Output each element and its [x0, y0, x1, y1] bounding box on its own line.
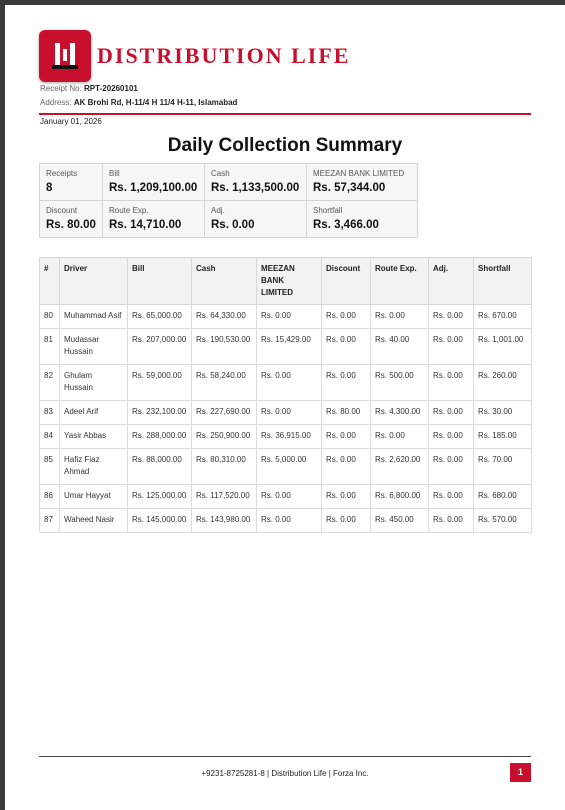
table-body: [40, 305, 532, 533]
row-number: 80: [40, 305, 60, 329]
meezan-bank-amount: Rs. 0.00: [257, 485, 322, 509]
row-number: 84: [40, 425, 60, 449]
shortfall-amount: Rs. 70.00: [474, 449, 532, 485]
summary-row: [40, 201, 418, 238]
table-row: [40, 401, 532, 425]
summary-label: Bill: [109, 169, 120, 178]
summary-value: Rs. 57,344.00: [313, 182, 386, 194]
summary-cell-cash: [205, 164, 307, 201]
bill-amount: Rs. 125,000.00: [128, 485, 192, 509]
column-header: Cash: [192, 258, 257, 305]
summary-row: [40, 164, 418, 201]
column-header: Route Exp.: [371, 258, 429, 305]
driver-name: Waheed Nasir: [60, 509, 128, 533]
row-number: 86: [40, 485, 60, 509]
cash-amount: Rs. 227,690.00: [192, 401, 257, 425]
table-row: [40, 485, 532, 509]
cash-amount: Rs. 80,310.00: [192, 449, 257, 485]
summary-value: Rs. 0.00: [211, 219, 255, 231]
column-header: Shortfall: [474, 258, 532, 305]
meezan-bank-amount: Rs. 5,000.00: [257, 449, 322, 485]
bill-amount: Rs. 232,100.00: [128, 401, 192, 425]
driver-name: Ghulam Hussain: [60, 365, 128, 401]
collection-table: [39, 257, 532, 533]
summary-cell-meezan-bank: [307, 164, 418, 201]
table-row: [40, 305, 532, 329]
table-row: [40, 449, 532, 485]
adj-amount: Rs. 0.00: [429, 401, 474, 425]
discount-amount: Rs. 0.00: [322, 485, 371, 509]
route-exp-amount: Rs. 0.00: [371, 305, 429, 329]
discount-amount: Rs. 0.00: [322, 329, 371, 365]
receipt-date: January 01, 2026: [40, 117, 102, 126]
summary-label: Route Exp.: [109, 206, 149, 215]
summary-label: Shortfall: [313, 206, 343, 215]
shortfall-amount: Rs. 570.00: [474, 509, 532, 533]
route-exp-amount: Rs. 2,620.00: [371, 449, 429, 485]
summary-label: Cash: [211, 169, 230, 178]
summary-value: Rs. 1,209,100.00: [109, 182, 198, 194]
route-exp-amount: Rs. 6,800.00: [371, 485, 429, 509]
cash-amount: Rs. 250,900.00: [192, 425, 257, 449]
summary-cell-shortfall: [307, 201, 418, 238]
address: AK Brohi Rd, H-11/4 H 11/4 H-11, Islamabad: [73, 98, 238, 107]
table-row: [40, 365, 532, 401]
shortfall-amount: Rs. 185.00: [474, 425, 532, 449]
column-header: Bill: [128, 258, 192, 305]
discount-amount: Rs. 0.00: [322, 509, 371, 533]
cash-amount: Rs. 117,520.00: [192, 485, 257, 509]
address-line: [40, 98, 237, 107]
route-exp-amount: Rs. 450.00: [371, 509, 429, 533]
document-page: [5, 5, 565, 810]
summary-value: Rs. 1,133,500.00: [211, 182, 300, 194]
meezan-bank-amount: Rs. 0.00: [257, 305, 322, 329]
column-header: MEEZAN BANK LIMITED: [257, 258, 322, 305]
adj-amount: Rs. 0.00: [429, 449, 474, 485]
bill-amount: Rs. 59,000.00: [128, 365, 192, 401]
discount-amount: Rs. 0.00: [322, 305, 371, 329]
driver-name: Mudassar Hussain: [60, 329, 128, 365]
meezan-bank-amount: Rs. 36,915.00: [257, 425, 322, 449]
cash-amount: Rs. 143,980.00: [192, 509, 257, 533]
summary-cell-discount: [40, 201, 103, 238]
page-title: Daily Collection Summary: [167, 135, 403, 156]
receipt-number: RPT-20260101: [84, 84, 138, 93]
meezan-bank-amount: Rs. 15,429.00: [257, 329, 322, 365]
table-row: [40, 509, 532, 533]
summary-cell-bill: [103, 164, 205, 201]
row-number: 87: [40, 509, 60, 533]
driver-name: Hafiz Fiaz Ahmad: [60, 449, 128, 485]
receipt-number-label: Receipt No:: [40, 84, 82, 93]
driver-name: Adeel Arif: [60, 401, 128, 425]
table-row: [40, 329, 532, 365]
route-exp-amount: Rs. 0.00: [371, 425, 429, 449]
page-number-badge: 1: [510, 763, 531, 782]
column-header: Driver: [60, 258, 128, 305]
discount-amount: Rs. 80.00: [322, 401, 371, 425]
driver-name: Umar Hayyat: [60, 485, 128, 509]
summary-label: Discount: [46, 206, 78, 215]
cash-amount: Rs. 64,330.00: [192, 305, 257, 329]
distribution-life-logo-icon: [39, 30, 91, 82]
shortfall-amount: Rs. 1,001.00: [474, 329, 532, 365]
driver-name: Muhammad Asif: [60, 305, 128, 329]
table-header-row: [40, 258, 532, 305]
summary-grid: [39, 163, 418, 238]
discount-amount: Rs. 0.00: [322, 365, 371, 401]
summary-cell-route-exp: [103, 201, 205, 238]
summary-label: Receipts: [46, 169, 78, 178]
meezan-bank-amount: Rs. 0.00: [257, 401, 322, 425]
adj-amount: Rs. 0.00: [429, 425, 474, 449]
row-number: 82: [40, 365, 60, 401]
row-number: 85: [40, 449, 60, 485]
bill-amount: Rs. 145,000.00: [128, 509, 192, 533]
row-number: 83: [40, 401, 60, 425]
summary-value: Rs. 3,466.00: [313, 219, 379, 231]
brand-name: DISTRIBUTION LIFE: [97, 43, 351, 68]
receipt-number-line: [40, 84, 138, 93]
bill-amount: Rs. 88,000.00: [128, 449, 192, 485]
footer-text: +9231-8725281-8 | Distribution Life | Forza Inc.: [201, 769, 369, 778]
footer-divider: [39, 756, 531, 757]
column-header: Adj.: [429, 258, 474, 305]
row-number: 81: [40, 329, 60, 365]
adj-amount: Rs. 0.00: [429, 509, 474, 533]
bill-amount: Rs. 65,000.00: [128, 305, 192, 329]
table-row: [40, 425, 532, 449]
adj-amount: Rs. 0.00: [429, 365, 474, 401]
shortfall-amount: Rs. 30.00: [474, 401, 532, 425]
cash-amount: Rs. 190,530.00: [192, 329, 257, 365]
cash-amount: Rs. 58,240.00: [192, 365, 257, 401]
discount-amount: Rs. 0.00: [322, 425, 371, 449]
shortfall-amount: Rs. 680.00: [474, 485, 532, 509]
route-exp-amount: Rs. 500.00: [371, 365, 429, 401]
header-divider: [39, 113, 531, 115]
shortfall-amount: Rs. 260.00: [474, 365, 532, 401]
summary-value: 8: [46, 182, 53, 194]
summary-cell-receipts: [40, 164, 103, 201]
summary-cell-adj: [205, 201, 307, 238]
route-exp-amount: Rs. 4,300.00: [371, 401, 429, 425]
column-header: Discount: [322, 258, 371, 305]
column-header: #: [40, 258, 60, 305]
discount-amount: Rs. 0.00: [322, 449, 371, 485]
shortfall-amount: Rs. 670.00: [474, 305, 532, 329]
adj-amount: Rs. 0.00: [429, 305, 474, 329]
bill-amount: Rs. 207,000.00: [128, 329, 192, 365]
summary-value: Rs. 14,710.00: [109, 219, 182, 231]
summary-label: MEEZAN BANK LIMITED: [313, 169, 405, 178]
meezan-bank-amount: Rs. 0.00: [257, 509, 322, 533]
address-label: Address:: [40, 98, 72, 107]
summary-value: Rs. 80.00: [46, 219, 96, 231]
driver-name: Yasir Abbas: [60, 425, 128, 449]
adj-amount: Rs. 0.00: [429, 485, 474, 509]
adj-amount: Rs. 0.00: [429, 329, 474, 365]
bill-amount: Rs. 288,000.00: [128, 425, 192, 449]
route-exp-amount: Rs. 40.00: [371, 329, 429, 365]
summary-label: Adj.: [211, 206, 225, 215]
meezan-bank-amount: Rs. 0.00: [257, 365, 322, 401]
